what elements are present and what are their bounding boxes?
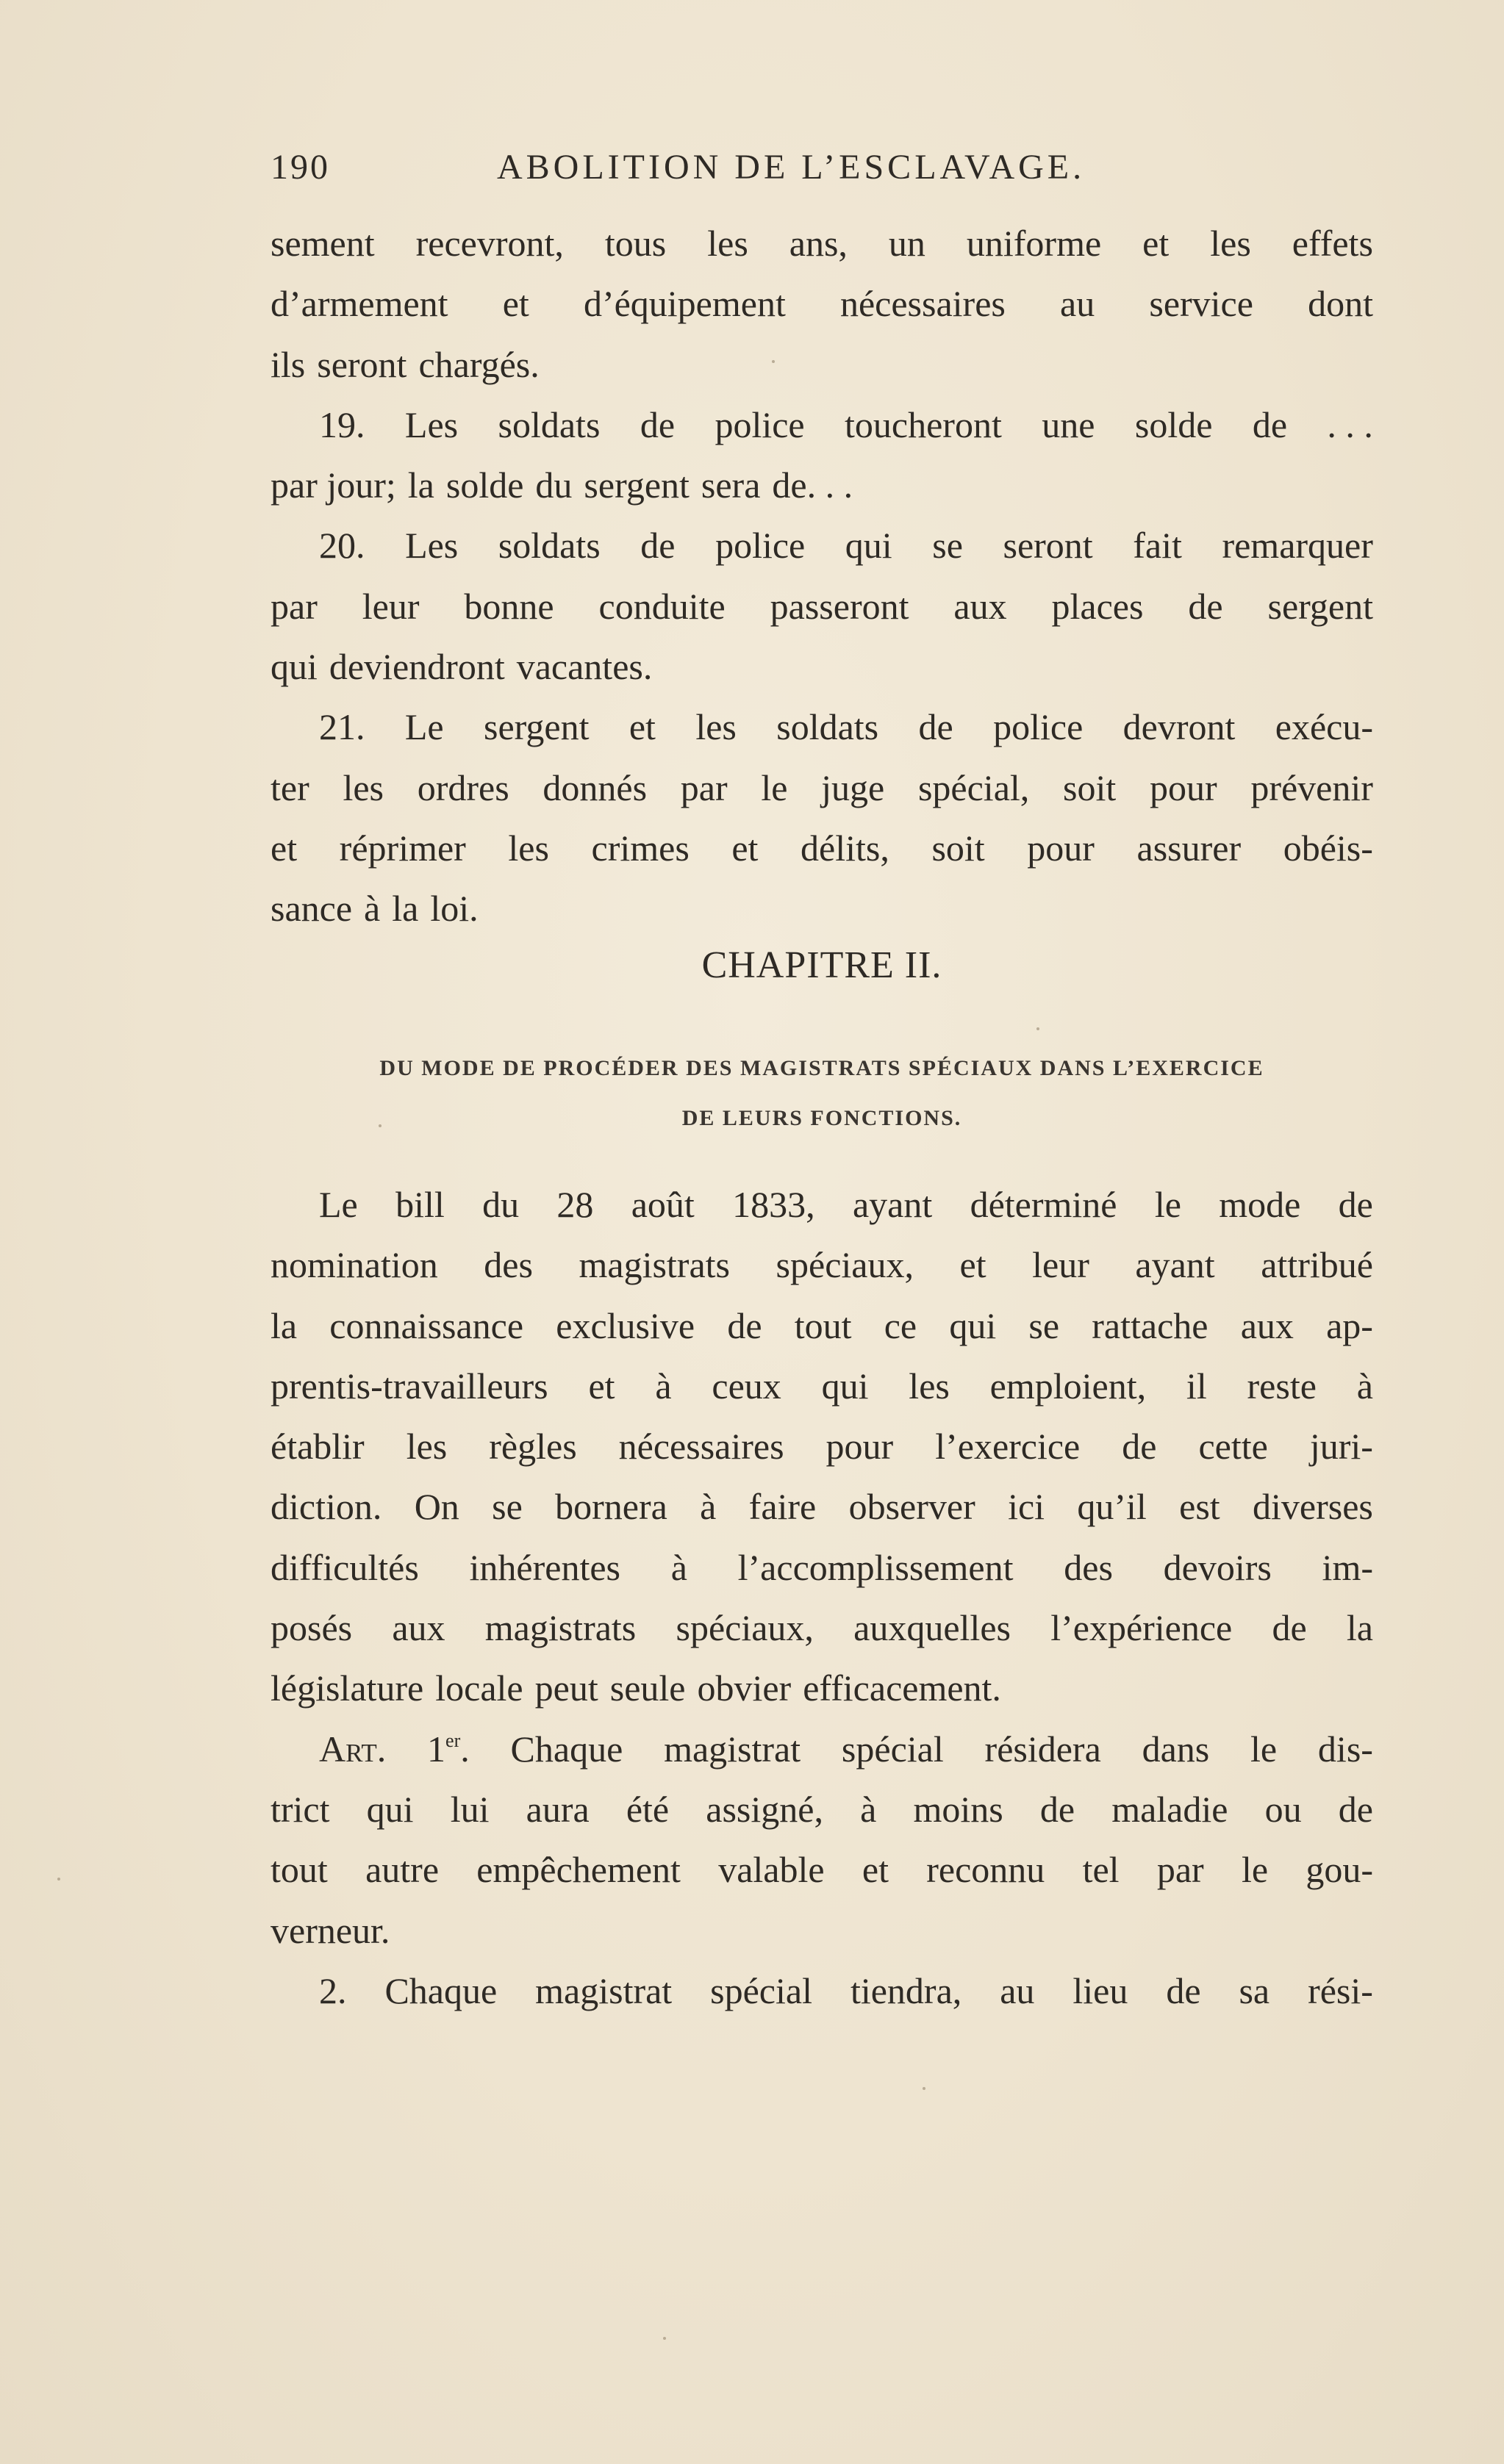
- word: empêchement: [476, 1849, 681, 1891]
- word: un: [888, 223, 925, 264]
- text-line: [271, 213, 1373, 273]
- word: tiendra,: [850, 1969, 962, 2011]
- word: ou: [1264, 1788, 1302, 1830]
- word: posés: [271, 1607, 353, 1649]
- word: rattache: [1092, 1304, 1208, 1346]
- paper-speck: [1036, 1027, 1039, 1030]
- word: de. . .: [772, 464, 853, 506]
- word: qui: [821, 1365, 869, 1407]
- word: locale: [435, 1667, 523, 1709]
- word: sergent: [584, 464, 690, 506]
- word: police: [993, 706, 1084, 748]
- word: le: [761, 766, 788, 808]
- word: police: [715, 403, 805, 445]
- word: se: [492, 1486, 523, 1528]
- word: ceux: [712, 1365, 781, 1407]
- word: soldats: [498, 525, 601, 567]
- paper-speck: [772, 360, 775, 363]
- word: bornera: [555, 1486, 667, 1528]
- text-line: [271, 1900, 1373, 1961]
- word: devront: [1122, 706, 1236, 748]
- word: lui: [450, 1788, 490, 1830]
- word: ayant: [852, 1184, 933, 1225]
- word: exclusive: [556, 1304, 695, 1346]
- text-line: [271, 1779, 1373, 1839]
- word: soldats: [498, 403, 601, 445]
- word: effets: [1292, 223, 1373, 264]
- word: la: [407, 464, 434, 506]
- word: et: [629, 706, 656, 748]
- article-1-line: [271, 1719, 1373, 1779]
- word: juge: [821, 766, 885, 808]
- text-line: [271, 576, 1373, 636]
- text-line: [271, 334, 1373, 395]
- word: Les: [404, 403, 459, 445]
- word: deviendront: [329, 646, 505, 688]
- word: ici: [1008, 1486, 1045, 1528]
- word: Le: [319, 1184, 358, 1225]
- word: du: [482, 1184, 520, 1225]
- word: la: [392, 888, 419, 930]
- word: donnés: [542, 766, 648, 808]
- word: pour: [826, 1426, 894, 1468]
- word: nécessaires: [618, 1426, 784, 1468]
- word: à: [1356, 1365, 1373, 1407]
- word: faire: [748, 1486, 817, 1528]
- word: attribué: [1261, 1244, 1373, 1286]
- word: auxquelles: [853, 1607, 1011, 1649]
- text-line: [271, 1598, 1373, 1658]
- word: police: [715, 525, 806, 567]
- word: gou-: [1306, 1849, 1373, 1891]
- article-number: 1er.: [427, 1728, 470, 1770]
- word: se: [1028, 1304, 1060, 1346]
- word: maladie: [1111, 1788, 1228, 1830]
- word: la: [1346, 1607, 1373, 1649]
- word: résidera: [984, 1728, 1101, 1770]
- word: tel: [1082, 1849, 1120, 1891]
- word: difficultés: [271, 1546, 419, 1588]
- word: verneur.: [271, 1909, 390, 1951]
- word: efficacement.: [803, 1667, 1001, 1709]
- article-label: [319, 1719, 386, 1779]
- word: crimes: [591, 827, 690, 869]
- word: à: [670, 1546, 687, 1588]
- chapter-title: CHAPITRE II.: [701, 944, 942, 986]
- word: toucheront: [845, 403, 1002, 445]
- running-title: ABOLITION DE L’ESCLAVAGE.: [497, 148, 1086, 187]
- word: ans,: [789, 223, 848, 264]
- word: dans: [1142, 1728, 1210, 1770]
- word: de: [1166, 1969, 1201, 2011]
- text-line: [271, 878, 1373, 938]
- word: au: [1060, 283, 1095, 325]
- word: ce: [884, 1304, 917, 1346]
- word: pour: [1027, 827, 1095, 869]
- word: 2.: [319, 1969, 347, 2011]
- word: d’équipement: [583, 283, 786, 325]
- word: de: [1252, 403, 1288, 445]
- word: à: [364, 888, 381, 930]
- word: Chaque: [510, 1728, 623, 1770]
- word: de: [640, 525, 676, 567]
- word: sergent: [483, 706, 590, 748]
- word: soldats: [776, 706, 879, 748]
- word: Chaque: [384, 1969, 498, 2011]
- word: ter: [271, 766, 309, 808]
- paper-speck: [379, 1124, 382, 1127]
- word: recevront,: [415, 223, 564, 264]
- word: et: [271, 827, 298, 869]
- word: bonne: [464, 585, 554, 627]
- chapter-subtitle-line: DU MODE DE PROCÉDER DES MAGISTRATS SPÉCIAUX DANS L’EXERCICE: [379, 1056, 1264, 1080]
- word: des: [484, 1244, 533, 1286]
- chapter-subtitle: [271, 1044, 1373, 1143]
- word: qui: [949, 1304, 997, 1346]
- word: magistrat: [535, 1969, 673, 2011]
- word: observer: [848, 1486, 975, 1528]
- word: ils: [271, 343, 306, 385]
- word: sance: [271, 888, 353, 930]
- word: dont: [1308, 283, 1373, 325]
- word: les: [695, 706, 737, 748]
- word: 19.: [319, 403, 365, 445]
- word: places: [1051, 585, 1144, 627]
- text-line: [271, 1174, 1373, 1235]
- text-line: [271, 697, 1373, 757]
- text-line: [271, 515, 1373, 575]
- word: bill: [395, 1184, 445, 1225]
- word: On: [414, 1486, 459, 1528]
- word: de: [1188, 585, 1223, 627]
- word: valable: [718, 1849, 825, 1891]
- chapter-subtitle-line: DE LEURS FONCTIONS.: [681, 1106, 962, 1130]
- word: législature: [271, 1667, 424, 1709]
- word: tout: [794, 1304, 852, 1346]
- word: soit: [931, 827, 985, 869]
- word: devoirs: [1163, 1546, 1272, 1588]
- word: août: [631, 1184, 695, 1225]
- word: à: [655, 1365, 672, 1407]
- word: aux: [953, 585, 1007, 627]
- text-line: [271, 1416, 1373, 1476]
- word: par: [271, 585, 318, 627]
- word: diverses: [1253, 1486, 1373, 1528]
- text-line: [271, 818, 1373, 878]
- word: emploient,: [989, 1365, 1147, 1407]
- word: ordres: [417, 766, 509, 808]
- word: solde: [445, 464, 524, 506]
- word: et: [731, 827, 759, 869]
- word: trict: [271, 1788, 330, 1830]
- word: l’exercice: [935, 1426, 1081, 1468]
- word: de: [1122, 1426, 1157, 1468]
- word: spéciaux,: [776, 1244, 914, 1286]
- text-line: [271, 1839, 1373, 1900]
- word: seront: [1003, 525, 1093, 567]
- word: sera: [701, 464, 761, 506]
- word: seront: [317, 343, 407, 385]
- word: qu’il: [1077, 1486, 1147, 1528]
- word: des: [1064, 1546, 1113, 1588]
- word: sa: [1239, 1969, 1270, 2011]
- text-line: [271, 1476, 1373, 1537]
- article-number-text: 1: [427, 1728, 446, 1770]
- word: et: [1142, 223, 1170, 264]
- word: se: [932, 525, 963, 567]
- page-number: 190: [271, 148, 330, 187]
- word: la: [271, 1304, 298, 1346]
- body-text-section-2: [271, 1174, 1373, 2021]
- word: assigné,: [706, 1788, 823, 1830]
- word: ap-: [1326, 1304, 1373, 1346]
- word: déterminé: [970, 1184, 1117, 1225]
- word: aux: [392, 1607, 445, 1649]
- word: diction.: [271, 1486, 382, 1528]
- word: établir: [271, 1426, 365, 1468]
- word: qui: [271, 646, 318, 688]
- word: exécu-: [1275, 706, 1373, 748]
- word: soit: [1063, 766, 1117, 808]
- word: prentis-travailleurs: [271, 1365, 548, 1407]
- text-line: [271, 1356, 1373, 1416]
- word: de: [1039, 1788, 1075, 1830]
- word: nomination: [271, 1244, 438, 1286]
- word: fait: [1133, 525, 1182, 567]
- word: l’expérience: [1050, 1607, 1233, 1649]
- word: les: [406, 1426, 448, 1468]
- word: de: [1272, 1607, 1307, 1649]
- word: de: [1338, 1788, 1373, 1830]
- word: d’armement: [271, 283, 448, 325]
- page-header: [271, 147, 1144, 191]
- word: . . .: [1327, 403, 1373, 445]
- word: le: [1241, 1849, 1269, 1891]
- word: est: [1179, 1486, 1220, 1528]
- word: magistrats: [484, 1607, 637, 1649]
- word: tout: [271, 1849, 328, 1891]
- word: 20.: [319, 525, 365, 567]
- word: qui: [366, 1788, 414, 1830]
- word: inhérentes: [469, 1546, 620, 1588]
- word: et: [588, 1365, 615, 1407]
- word: peut: [534, 1667, 598, 1709]
- word: règles: [489, 1426, 577, 1468]
- word: de: [918, 706, 953, 748]
- word: reste: [1247, 1365, 1317, 1407]
- word: connaissance: [329, 1304, 524, 1346]
- word: du: [535, 464, 573, 506]
- word: obvier: [697, 1667, 792, 1709]
- word: et: [862, 1849, 889, 1891]
- article-number-superscript: er: [445, 1729, 461, 1751]
- word: Le: [404, 706, 444, 748]
- word: obéis-: [1283, 827, 1373, 869]
- word: ayant: [1135, 1244, 1215, 1286]
- paper-speck: [57, 1878, 60, 1881]
- word: autre: [365, 1849, 440, 1891]
- word: spécial,: [917, 766, 1030, 808]
- word: Les: [405, 525, 459, 567]
- word: les: [707, 223, 748, 264]
- word: par jour;: [271, 464, 396, 506]
- word: tous: [604, 223, 667, 264]
- body-text-section-1: [271, 213, 1373, 939]
- text-line: [271, 455, 1373, 515]
- word: leur: [1032, 1244, 1089, 1286]
- word: été: [626, 1788, 670, 1830]
- word: il: [1186, 1365, 1207, 1407]
- word: de: [727, 1304, 762, 1346]
- word: une: [1042, 403, 1095, 445]
- word: par: [680, 766, 728, 808]
- word: magistrats: [579, 1244, 731, 1286]
- word: au: [1000, 1969, 1035, 2011]
- text-line: [271, 1235, 1373, 1295]
- word: de: [640, 403, 676, 445]
- word: aux: [1240, 1304, 1294, 1346]
- word: cette: [1198, 1426, 1268, 1468]
- word: rési-: [1308, 1969, 1373, 2011]
- word: passeront: [770, 585, 909, 627]
- word: seule: [609, 1667, 686, 1709]
- word: aura: [526, 1788, 590, 1830]
- word: et: [502, 283, 529, 325]
- word: remarquer: [1222, 525, 1373, 567]
- word: et: [959, 1244, 986, 1286]
- word: à: [860, 1788, 877, 1830]
- word: l’accomplissement: [737, 1546, 1014, 1588]
- word: spéciaux,: [676, 1607, 814, 1649]
- word: par: [1156, 1849, 1204, 1891]
- text-line: [271, 395, 1373, 455]
- word: 1833,: [732, 1184, 815, 1225]
- word: les: [909, 1365, 950, 1407]
- word: les: [343, 766, 384, 808]
- text-line: [271, 1537, 1373, 1598]
- word: dis-: [1317, 1728, 1373, 1770]
- word: sergent: [1267, 585, 1373, 627]
- word: le: [1250, 1728, 1278, 1770]
- word: sement: [271, 223, 375, 264]
- paper-speck: [663, 2337, 666, 2340]
- word: leur: [362, 585, 420, 627]
- word: pour: [1149, 766, 1217, 808]
- text-line: [271, 1961, 1373, 2021]
- word: spécial: [841, 1728, 944, 1770]
- word: service: [1149, 283, 1253, 325]
- word: les: [508, 827, 549, 869]
- word: nécessaires: [839, 283, 1006, 325]
- word: solde: [1134, 403, 1213, 445]
- word: le: [1154, 1184, 1181, 1225]
- word: vacantes.: [516, 646, 653, 688]
- word: lieu: [1073, 1969, 1128, 2011]
- article-label-text: Art.: [319, 1728, 387, 1770]
- word: délits,: [801, 827, 889, 869]
- word: les: [1210, 223, 1251, 264]
- word: qui: [845, 525, 892, 567]
- word: im-: [1322, 1546, 1373, 1588]
- word: prévenir: [1250, 766, 1373, 808]
- text-line: [271, 273, 1373, 334]
- word: assurer: [1136, 827, 1242, 869]
- paper-speck: [923, 2087, 925, 2090]
- word: moins: [913, 1788, 1003, 1830]
- text-line: [271, 758, 1373, 818]
- word: 28: [556, 1184, 594, 1225]
- word: à: [700, 1486, 717, 1528]
- word: loi.: [430, 888, 479, 930]
- word: mode: [1219, 1184, 1301, 1225]
- text-line: [271, 1658, 1373, 1718]
- word: chargés.: [418, 343, 540, 385]
- word: de: [1338, 1184, 1373, 1225]
- word: juri-: [1309, 1426, 1373, 1468]
- word: réprimer: [339, 827, 466, 869]
- word: conduite: [598, 585, 726, 627]
- word: magistrat: [664, 1728, 801, 1770]
- text-line: [271, 636, 1373, 697]
- text-line: [271, 1296, 1373, 1356]
- word: spécial: [710, 1969, 812, 2011]
- word: reconnu: [926, 1849, 1045, 1891]
- word: uniforme: [966, 223, 1102, 264]
- word: 21.: [319, 706, 365, 748]
